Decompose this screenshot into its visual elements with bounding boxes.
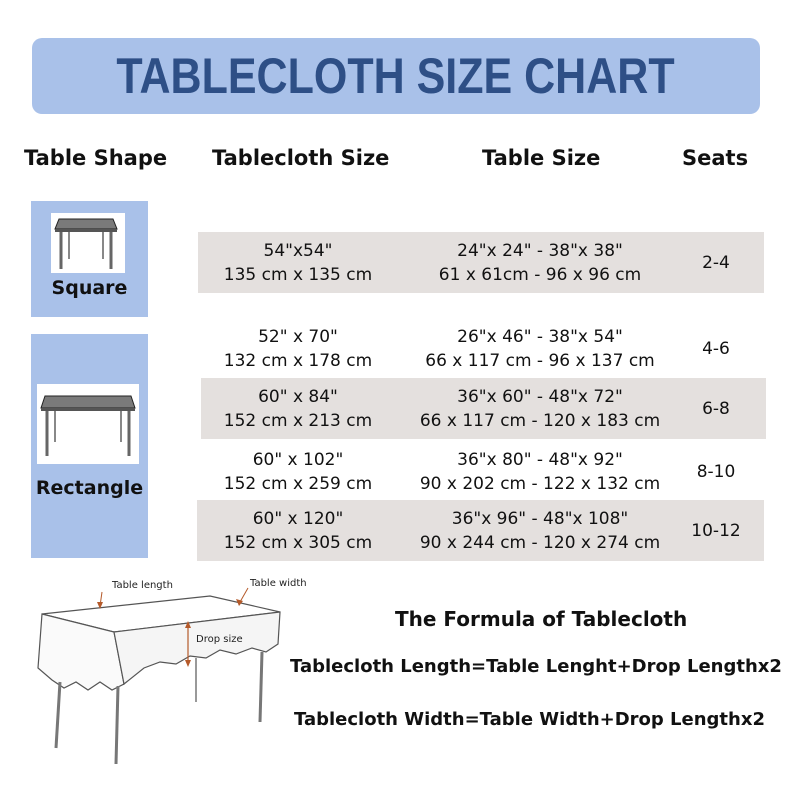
tablecloth-size-cell — [198, 441, 398, 502]
square-table-icon — [51, 213, 125, 273]
table-row — [197, 500, 764, 561]
table-size-cell — [420, 500, 660, 561]
header-seats: Seats — [682, 146, 749, 170]
shape-label-rectangle: Rectangle — [35, 477, 144, 499]
table-row — [198, 441, 764, 502]
table-size-cm: 66 x 117 cm - 96 x 137 cm — [425, 350, 655, 371]
table-size-cell — [420, 441, 660, 502]
tablecloth-size-cell — [198, 378, 398, 439]
table-length-label: Table length — [112, 580, 173, 591]
tablecloth-size-inches: 54"x54" — [263, 240, 333, 261]
tablecloth-size-cm: 135 cm x 135 cm — [223, 264, 373, 285]
table-row — [198, 232, 764, 293]
header-tablecloth-size: Tablecloth Size — [212, 146, 390, 170]
tablecloth-size-cell — [198, 500, 398, 561]
table-size-inches: 26"x 46" - 38"x 54" — [457, 326, 623, 347]
table-size-inches: 36"x 80" - 48"x 92" — [457, 449, 623, 470]
table-size-cell — [420, 232, 660, 293]
formula-heading: The Formula of Tablecloth — [395, 607, 688, 631]
table-size-inches: 36"x 96" - 48"x 108" — [451, 508, 629, 529]
tablecloth-diagram — [30, 572, 307, 772]
header-table-shape: Table Shape — [24, 146, 168, 170]
seats-cell: 4-6 — [702, 338, 730, 359]
shape-label-square: Square — [51, 277, 128, 299]
table-size-inches: 24"x 24" - 38"x 38" — [457, 240, 623, 261]
formula-width: Tablecloth Width=Table Width+Drop Lengthx2 — [294, 709, 765, 730]
page-title: TABLECLOTH SIZE CHART — [116, 48, 676, 104]
rectangle-shape-box — [31, 334, 148, 558]
table-size-cell — [420, 378, 660, 439]
drop-size-label: Drop size — [196, 634, 243, 645]
seats-cell: 8-10 — [696, 461, 736, 482]
seats-cell: 2-4 — [702, 252, 730, 273]
rectangle-table-image — [37, 384, 139, 464]
tablecloth-size-cell — [198, 318, 398, 379]
table-size-cell — [420, 318, 660, 379]
header-table-size: Table Size — [482, 146, 601, 170]
table-width-pointer — [240, 588, 248, 602]
tablecloth-size-cm: 152 cm x 259 cm — [223, 473, 373, 494]
tablecloth-size-inches: 60" x 120" — [252, 508, 344, 529]
table-size-cm: 66 x 117 cm - 120 x 183 cm — [419, 410, 661, 431]
table-row — [198, 318, 764, 379]
tablecloth-size-cm: 152 cm x 305 cm — [223, 532, 373, 553]
tablecloth-size-cell — [198, 232, 398, 293]
table-size-cm: 61 x 61cm - 96 x 96 cm — [438, 264, 642, 285]
tablecloth-size-cm: 132 cm x 178 cm — [223, 350, 373, 371]
table-row — [201, 378, 766, 439]
table-size-cm: 90 x 202 cm - 122 x 132 cm — [419, 473, 661, 494]
title-banner — [32, 38, 760, 114]
tablecloth-size-inches: 52" x 70" — [258, 326, 338, 347]
table-width-label: Table width — [250, 578, 307, 589]
tablecloth-size-inches: 60" x 84" — [258, 386, 338, 407]
table-size-cm: 90 x 244 cm - 120 x 274 cm — [419, 532, 661, 553]
seats-cell: 6-8 — [702, 398, 730, 419]
rectangle-table-icon — [37, 384, 139, 464]
square-table-image — [51, 213, 125, 273]
tablecloth-size-inches: 60" x 102" — [252, 449, 344, 470]
formula-length: Tablecloth Length=Table Lenght+Drop Lengthx2 — [290, 656, 782, 677]
seats-cell: 10-12 — [691, 520, 741, 541]
tablecloth-size-cm: 152 cm x 213 cm — [223, 410, 373, 431]
square-shape-box — [31, 201, 148, 317]
table-size-inches: 36"x 60" - 48"x 72" — [457, 386, 623, 407]
